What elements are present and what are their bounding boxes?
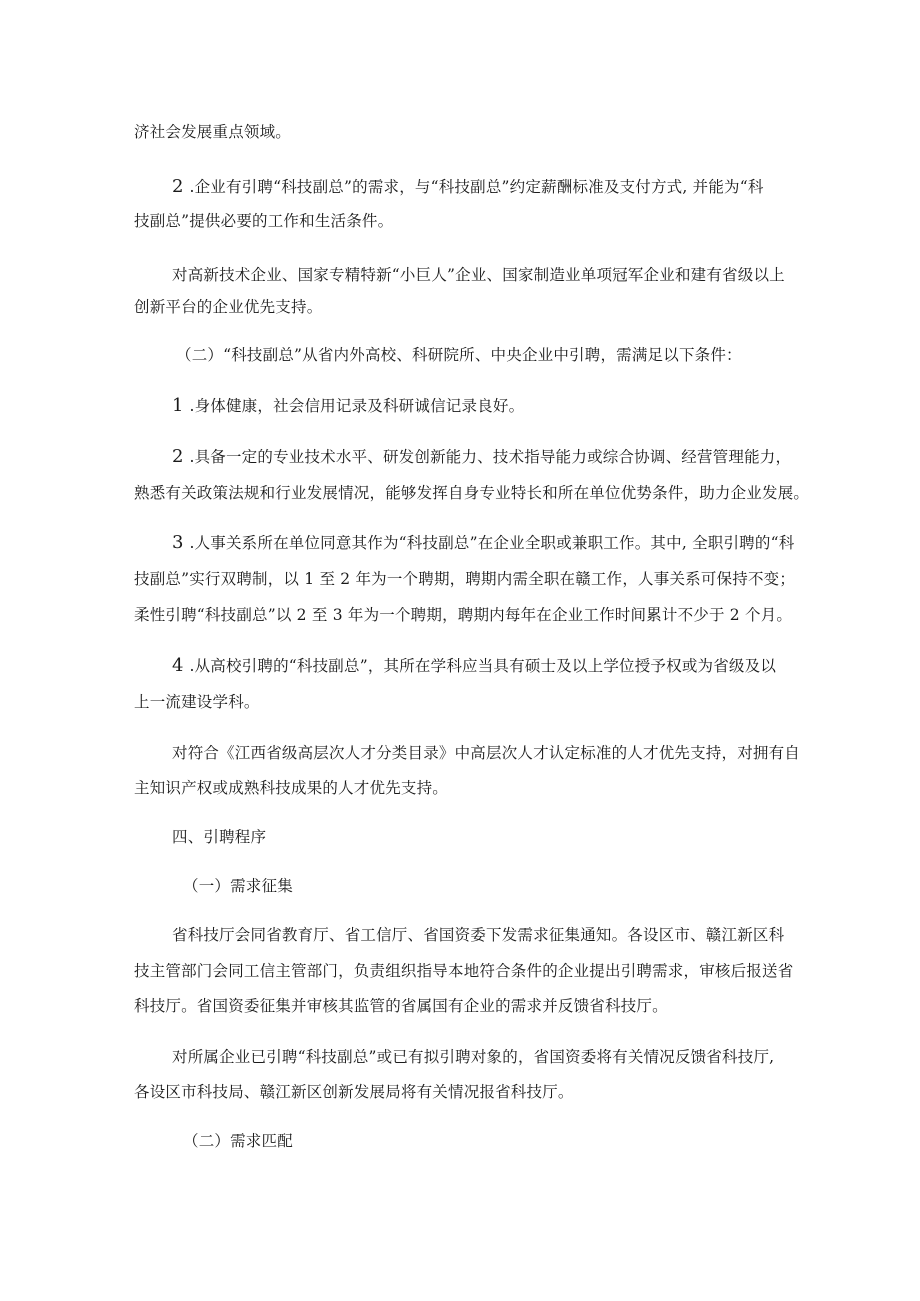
text-line: 对高新技术企业、国家专精特新“小巨人”企业、国家制造业单项冠军企业和建有省级以上	[172, 266, 785, 284]
section-heading: （一）需求征集	[183, 877, 293, 895]
text-line	[172, 177, 764, 197]
text-line: 各设区市科技局、赣江新区创新发展局将有关情况报省科技厅。	[134, 1083, 574, 1101]
text-line: 济社会发展重点领域。	[134, 123, 292, 141]
text-line: 对符合《江西省级高层次人才分类目录》中高层次人才认定标准的人才优先支持，对拥有自	[172, 744, 801, 762]
text-line: 对所属企业已引聘“科技副总”或已有拟引聘对象的，省国资委将有关情况反馈省科技厅,	[172, 1048, 775, 1066]
text-line: 科技厅。省国资委征集并审核其监管的省属国有企业的需求并反馈省科技厅。	[134, 997, 668, 1015]
item-number: 2	[172, 176, 184, 197]
text-line	[172, 533, 794, 553]
item-number: 3	[172, 532, 184, 553]
section-heading: 四、引聘程序	[172, 828, 267, 846]
text-line-content: .从高校引聘的“科技副总”，其所在学科应当具有硕士及以上学位授予权或为省级及以	[189, 657, 777, 675]
item-number: 1	[172, 395, 184, 416]
text-line: 主知识产权或成熟科技成果的人才优先支持。	[134, 779, 449, 797]
text-line: 创新平台的企业优先支持。	[134, 298, 323, 316]
text-line	[172, 447, 791, 467]
section-heading: （二）“科技副总”从省内外高校、科研院所、中央企业中引聘，需满足以下条件：	[176, 346, 742, 364]
text-line: 技主管部门会同工信主管部门，负责组织指导本地符合条件的企业提出引聘需求，审核后报送省	[134, 962, 794, 980]
text-line: 省科技厅会同省教育厅、省工信厅、省国资委下发需求征集通知。各设区市、赣江新区科	[172, 926, 785, 944]
text-line	[172, 396, 524, 416]
text-line-content: .企业有引聘“科技副总”的需求，与“科技副总”约定薪酬标准及支付方式, 并能为“科	[189, 178, 764, 196]
text-line-content: .人事关系所在单位同意其作为“科技副总”在企业全职或兼职工作。其中, 全职引聘的“科	[189, 534, 795, 552]
text-line-content: .具备一定的专业技术水平、研发创新能力、技术指导能力或综合协调、经营管理能力，	[189, 448, 792, 466]
text-line: 技副总”提供必要的工作和生活条件。	[134, 212, 394, 230]
text-line-content: .身体健康，社会信用记录及科研诚信记录良好。	[189, 397, 525, 415]
text-line: 柔性引聘“科技副总”以 2 至 3 年为一个聘期，聘期内每年在企业工作时间累计不少于 2 个月。	[134, 606, 793, 624]
section-heading: （二）需求匹配	[183, 1132, 293, 1150]
item-number: 2	[172, 446, 184, 467]
text-line: 熟悉有关政策法规和行业发展情况，能够发挥自身专业特长和所在单位优势条件，助力企业发展。	[134, 484, 810, 502]
item-number: 4	[172, 655, 184, 676]
text-line	[172, 656, 776, 676]
text-line: 技副总”实行双聘制，以 1 至 2 年为一个聘期，聘期内需全职在赣工作，人事关系可保持不变；	[134, 570, 796, 588]
text-line: 上一流建设学科。	[134, 693, 260, 711]
